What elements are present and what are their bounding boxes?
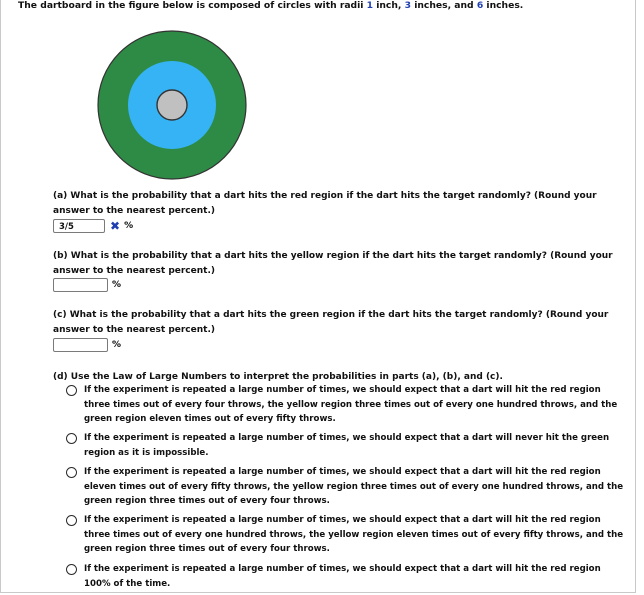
percent-unit-label: % xyxy=(112,340,122,350)
radius-2-value: 3 xyxy=(404,0,412,11)
question-c-answer-input[interactable] xyxy=(53,338,108,352)
question-b-answer-row xyxy=(53,277,121,293)
question-c-text: (c) What is the probability that a dart hits the green region if the dart hits the target randomly? (Round your answer to the nearest percent.) xyxy=(53,310,609,335)
question-c-answer-row xyxy=(53,337,121,353)
dartboard-center xyxy=(157,90,187,120)
radio-button[interactable] xyxy=(66,515,77,526)
option-1-label: If the experiment is repeated a large number of times, we should expect that a dart will hit the red region three times out of every four throws, the yellow region three times out of every one hundred throws, and the green region eleven times out of every fifty throws. xyxy=(84,385,618,424)
radio-button[interactable] xyxy=(66,433,77,444)
question-a-text: (a) What is the probability that a dart hits the red region if the dart hits the target randomly? (Round your answer to the nearest percent.) xyxy=(53,191,597,216)
percent-unit-label: % xyxy=(124,221,134,231)
radius-1-value: 1 xyxy=(366,0,374,11)
question-a-answer-row xyxy=(53,218,133,234)
question-d-text: (d) Use the Law of Large Numbers to interpret the probabilities in parts (a), (b), and (c). xyxy=(53,372,503,382)
radius-3-value: 6 xyxy=(476,0,484,11)
radio-button[interactable] xyxy=(66,467,77,478)
question-b-answer-input[interactable] xyxy=(53,278,108,292)
option-3-label: If the experiment is repeated a large number of times, we should expect that a dart will hit the red region eleven times out of every fifty throws, the yellow region three times out of every one hundred throws, and the green region three times out of every four throws. xyxy=(84,467,624,506)
incorrect-x-icon: ✖ xyxy=(110,219,121,233)
problem-statement: The dartboard in the figure below is composed of circles with radii 1 inch, 3 inches, and 6 inches. xyxy=(18,0,524,11)
radio-button[interactable] xyxy=(66,564,77,575)
percent-unit-label: % xyxy=(112,280,122,290)
radio-button[interactable] xyxy=(66,385,77,396)
question-a-answer-input[interactable]: 3/5 xyxy=(53,219,105,233)
option-4-label: If the experiment is repeated a large number of times, we should expect that a dart will hit the red region three times out of every one hundred throws, the yellow region eleven times out of every fifty throws, and the green region three times out of every four throws. xyxy=(84,515,624,554)
dartboard-figure xyxy=(96,29,248,181)
question-b-text: (b) What is the probability that a dart hits the yellow region if the dart hits the target randomly? (Round your answer to the nearest percent.) xyxy=(53,251,613,276)
option-5-label: If the experiment is repeated a large number of times, we should expect that a dart will hit the red region 100% of the time. xyxy=(84,564,601,589)
option-2-label: If the experiment is repeated a large number of times, we should expect that a dart will never hit the green region as it is impossible. xyxy=(84,433,610,458)
